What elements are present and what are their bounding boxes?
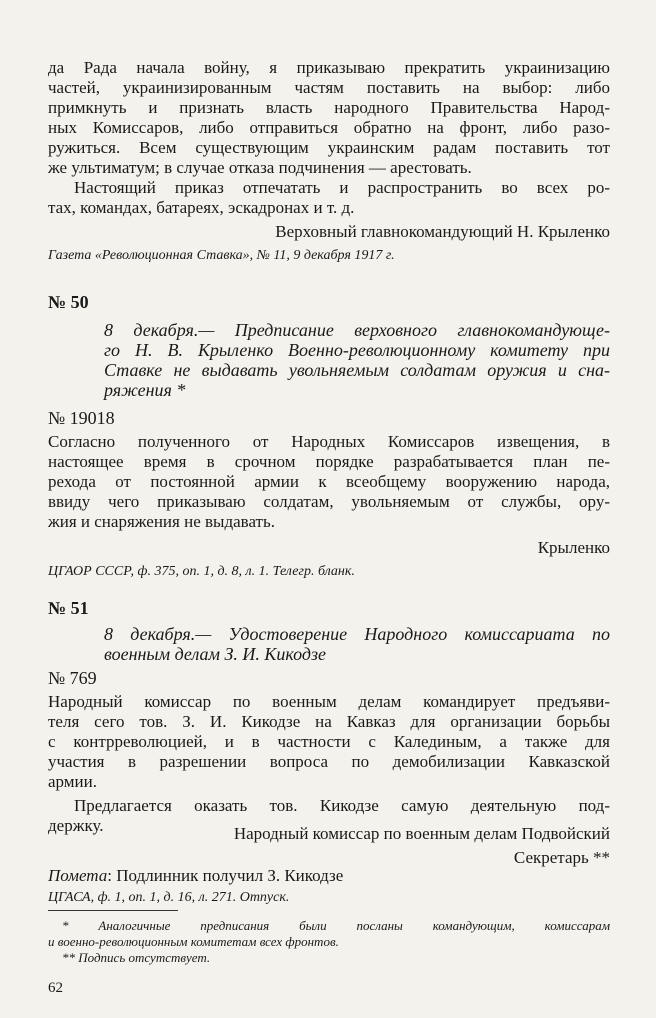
- document-heading-line: го Н. В. Крыленко Военно-революционному комитету при: [104, 340, 610, 360]
- footnote-line: и военно-революционным комитетам всех фронтов.: [48, 934, 339, 949]
- document-heading-line: военным делам З. И. Кикодзе: [104, 644, 327, 664]
- document-number: № 51: [48, 598, 89, 618]
- text-line: ружиться. Всем существующим украинским радам поставить тот: [48, 138, 610, 157]
- text-line: участия в разрешении вопроса по демобилизации Кавказской: [48, 752, 610, 771]
- text-line: рехода от постоянной армии к всеобщему вооружению народа,: [48, 472, 610, 491]
- annotation-text: : Подлинник получил З. Кикодзе: [107, 866, 344, 885]
- document-number: № 50: [48, 292, 89, 312]
- text-line: Предлагается оказать тов. Кикодзе самую деятельную под-: [74, 796, 610, 815]
- registration-number: № 769: [48, 668, 97, 688]
- secretary-signature: Секретарь **: [513, 848, 610, 867]
- annotation-label: Помета: [48, 866, 108, 885]
- text-line: Настоящий приказ отпечатать и распространить во всех ро-: [74, 178, 610, 197]
- text-line: примкнуть и признать власть народного Правительства Народ-: [48, 98, 610, 117]
- source-citation: ЦГАОР СССР, ф. 375, оп. 1, д. 8, л. 1. Телегр. бланк.: [48, 564, 355, 579]
- text-line: держку.: [48, 816, 104, 835]
- text-line: настоящее время в срочном порядке разрабатывается план пе-: [48, 452, 610, 471]
- document-heading-line: Ставке не выдавать увольняемым солдатам оружия и сна-: [104, 360, 610, 380]
- text-line: да Рада начала войну, я приказываю прекратить украинизацию: [48, 58, 610, 77]
- document-heading-line: 8 декабря.— Удостоверение Народного комиссариата по: [104, 624, 610, 644]
- text-line: же ультиматум; в случае отказа подчинения — арестовать.: [48, 158, 472, 177]
- signature: Верховный главнокомандующий Н. Крыленко: [275, 222, 610, 241]
- text-line: армии.: [48, 772, 97, 791]
- signature: Народный комиссар по военным делам Подвойский: [233, 824, 610, 843]
- page-number: 62: [48, 980, 63, 996]
- source-citation: Газета «Революционная Ставка», № 11, 9 декабря 1917 г.: [48, 248, 395, 263]
- text-line: ных Комиссаров, либо отправиться обратно на фронт, либо разо-: [48, 118, 610, 137]
- text-line: Согласно полученного от Народных Комиссаров извещения, в: [48, 432, 610, 451]
- registration-number: № 19018: [48, 408, 115, 428]
- text-line: частей, украинизированным частям поставить на выбор: либо: [48, 78, 610, 97]
- annotation-note: [48, 866, 343, 886]
- source-citation: ЦГАСА, ф. 1, оп. 1, д. 16, л. 271. Отпуск.: [48, 890, 290, 905]
- text-line: ввиду чего приказываю солдатам, увольняемым от службы, ору-: [48, 492, 610, 511]
- text-line: тах, командах, батареях, эскадронах и т. д.: [48, 198, 355, 217]
- document-heading-line: 8 декабря.— Предписание верховного главнокомандующе-: [104, 320, 610, 340]
- text-line: теля сего тов. З. И. Кикодзе на Кавказ для организации борьбы: [48, 712, 610, 731]
- signature: Крыленко: [537, 538, 610, 557]
- text-line: с контрреволюцией, и в частности с Калединым, а также для: [48, 732, 610, 751]
- text-line: Народный комиссар по военным делам командирует предъяви-: [48, 692, 610, 711]
- document-heading-line: ряжения *: [104, 380, 186, 400]
- text-line: жия и снаряжения не выдавать.: [48, 512, 275, 531]
- footnote-line: * Аналогичные предписания были посланы командующим, комиссарам: [62, 918, 610, 933]
- footnote-line: ** Подпись отсутствует.: [62, 950, 211, 965]
- footnote-divider: [48, 910, 178, 911]
